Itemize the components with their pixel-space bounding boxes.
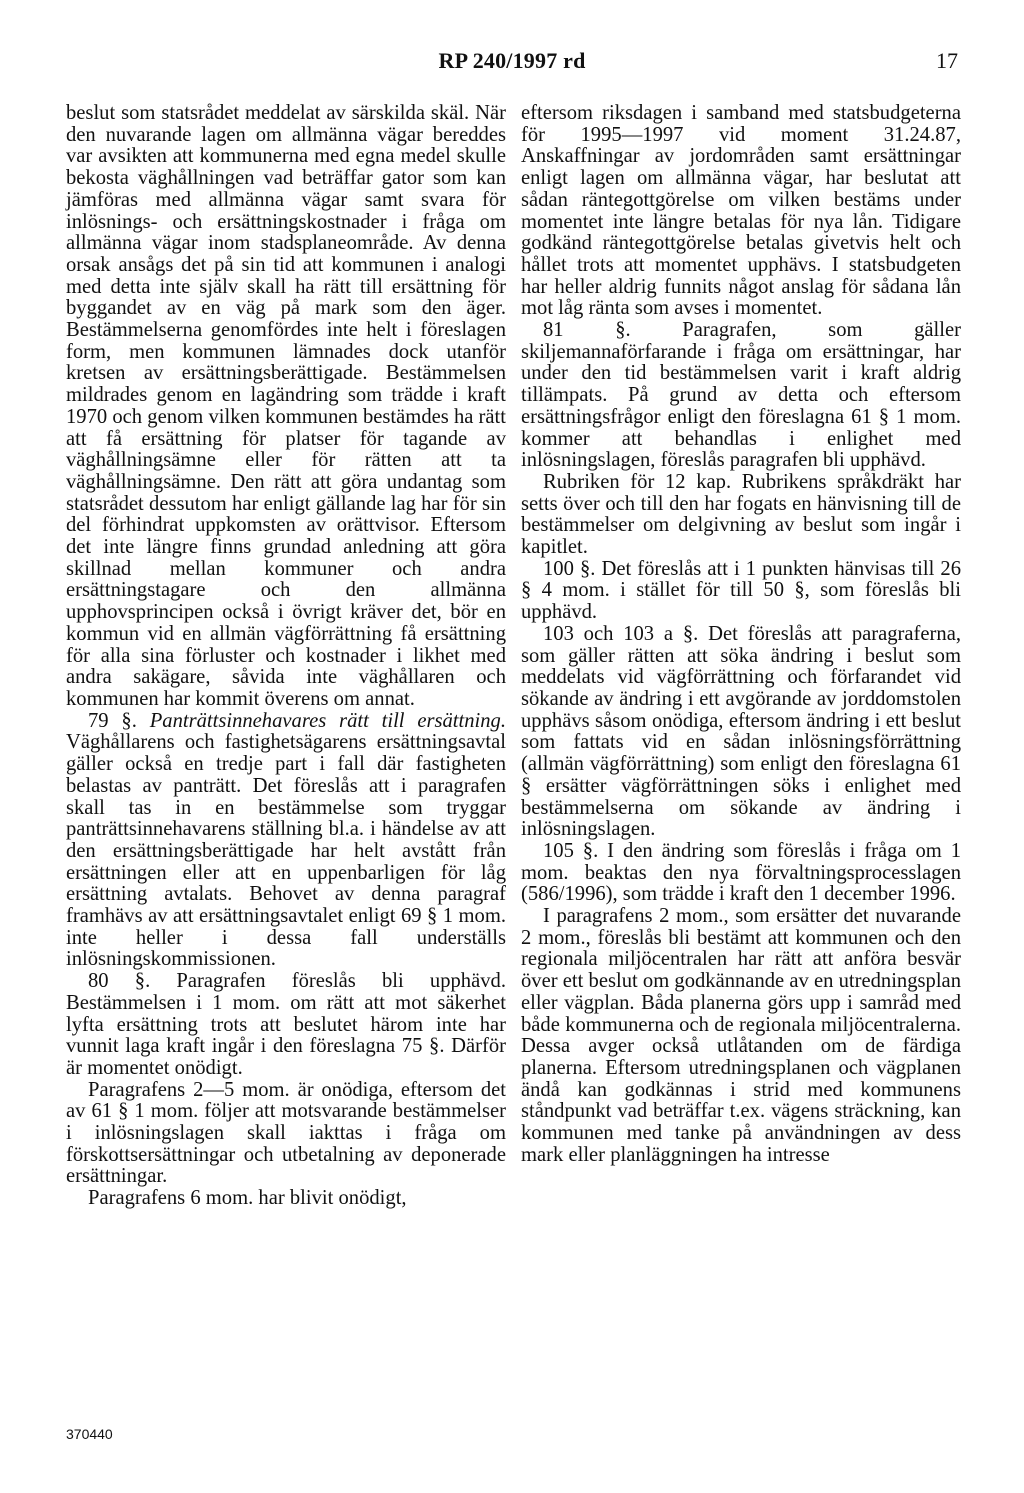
page-header: [0, 48, 1024, 88]
paragraph-105: 105 §. I den ändring som föreslås i fråga om 1 mom. beaktas den nya förvaltningsprocesslagen (586/1996), som trädde i kraft den 1 december 1996.: [521, 839, 961, 906]
paragraph-rubrik-12-kap: Rubriken för 12 kap. Rubrikens språkdräkt har setts över och till den har fogats en hänvisning till de bestämmelser om delgivning av beslut som ingår i kapitlet.: [521, 470, 961, 559]
paragraph-103: 103 och 103 a §. Det föreslås att paragraferna, som gäller rätten att söka ändring i beslut som meddelats vid vägförrättning och förfarandet vid sökande av ändring i ett avgörande av jorddomstolen upphävs såsom onödiga, eftersom ändring i ett beslut som fattats vid en sådan inlösningsförrättning (allmän vägförrättning) som enligt den föreslagna 61 § ersätter vägförrättningen söks i enlighet med bestämmelserna om sökande av ändring i inlösningslagen.: [521, 622, 961, 841]
paragraph-81: 81 §. Paragrafen, som gäller skiljemannaförfarande i fråga om ersättningar, har under den tid bestämmelsen varit i kraft aldrig tillämpats. På grund av detta och eftersom ersättningsfrågor enligt den föreslagna 61 § 1 mom. kommer att behandlas i enlighet med inlösningslagen, föreslås paragrafen bli upphävd.: [521, 319, 961, 472]
paragraph-79: [66, 711, 506, 971]
paragraph-79-body: Väghållarens och fastighetsägarens ersättningsavtal gäller också en tredje part i fall där fastigheten belastas av panträtt. Det föreslås att i paragrafen skall tas in en bestämmelse som tryggar panträttsinnehavarens ställning bl.a. i händelse av att den ersättningsberättigade har helt avstått från ersättningen eller att en uppenbarligen för låg ersättning avtalats. Behovet av denna paragraf framhävs av att ersättningsavtalet enligt 69 § 1 mom. inte heller i dessa fall underställs inlösningskommissionen.: [66, 731, 506, 971]
paragraph-100: 100 §. Det föreslås att i 1 punkten hänvisas till 26 § 4 mom. i stället för till 50 §, som föreslås bli upphävd.: [521, 557, 961, 624]
paragraph-riksdagen: eftersom riksdagen i samband med statsbudgeterna för 1995—1997 vid moment 31.24.87, Anskaffningar av jordområden samt ersättningar enligt lagen om allmänna vägar, har beslutat att sådan räntegottgörelse om vilken bestäms under momentet inte längre betalas för nya lån. Tidigare godkänd räntegottgörelse betalas givetvis helt och hållet trots att momentet upphävs. I statsbudgeten har heller aldrig funnits något anslag för sådana lån mot låg ränta som avses i momentet.: [521, 102, 961, 320]
paragraph-80: 80 §. Paragrafen föreslås bli upphävd. Bestämmelsen i 1 mom. om rätt att mot säkerhet lyfta ersättning trots att beslutet härom inte har vunnit laga kraft ingår i den föreslagna 75 §. Därför är momentet onödigt.: [66, 970, 506, 1079]
left-column: [66, 103, 506, 1210]
paragraph-statsradet-beslut: beslut som statsrådet meddelat av särskilda skäl. När den nuvarande lagen om allmänna vägar bereddes var avsikten att kommunerna med egna medel skulle bekosta väghållningen vad beträffar gator som kan jämföras med allmänna vägar samt svara för inlösnings- och ersättningskostnader i fråga om allmänna vägar inom stadsplaneområde. Av denna orsak ansågs det på sin tid att kommunen i analogi med detta inte själv skall ha rätt till ersättning för byggandet av en väg på mark som den äger. Bestämmelserna genomfördes inte helt i föreslagen form, men kommunen lämnades dock utanför kretsen av ersättningsberättigade. Bestämmelsen mildrades genom en lagändring som trädde i kraft 1970 och genom vilken kommunen bestämdes ha rätt att få ersättning för platser för tagande av väghållningsämne eller för rätten att ta väghållningsämne. Den rätt att göra undantag som statsrådet dessutom har enligt gällande lag har för sin del förhindrat uppkomsten av orättvisor. Eftersom det inte längre finns grundad anledning att göra skillnad mellan kommuner och andra ersättningstagare och den allmänna upphovsprincipen också i övrigt kräver det, bör en kommun vid en allmän vägförrättning få ersättning för alla sina förluster och kostnader i likhet med andra sakägare, såvida inte väghållaren och kommunen har kommit överens om annat.: [66, 102, 506, 710]
paragraph-79-title: Panträttsinnehavares rätt till ersättning.: [149, 709, 507, 732]
paragraph-105-mom-2: I paragrafens 2 mom., som ersätter det nuvarande 2 mom., föreslås bli bestämt att kommunen och den regionala miljöcentralen har rätt att anföra besvär över ett beslut om godkännande av en utredningsplan eller vägplan. Båda planerna görs upp i samråd med både kommunerna och de regionala miljöcentralerna. Dessa avger också utlåtanden om de färdiga planerna. Eftersom utredningsplanen och vägplanen ändå kan godkännas i strid med kommunens ståndpunkt vad beträffar t.ex. vägens sträckning, kan kommunen med tanke på användningen av dess mark eller planläggningen ha intresse: [521, 905, 961, 1166]
page-number: 17: [936, 48, 958, 73]
paragraph-79-lead: 79 §.: [88, 709, 150, 732]
footer-code: 370440: [66, 1426, 113, 1442]
running-title: RP 240/1997 rd: [438, 48, 586, 73]
paragraph-80-mom-2-5: Paragrafens 2—5 mom. är onödiga, eftersom det av 61 § 1 mom. följer att motsvarande bestämmelser i inlösningslagen skall iakttas i fråga om förskottsersättningar och utbetalning av deponerade ersättningar.: [66, 1078, 506, 1188]
paragraph-80-mom-6: Paragrafens 6 mom. har blivit onödigt,: [88, 1187, 407, 1210]
right-column: [521, 103, 961, 1166]
